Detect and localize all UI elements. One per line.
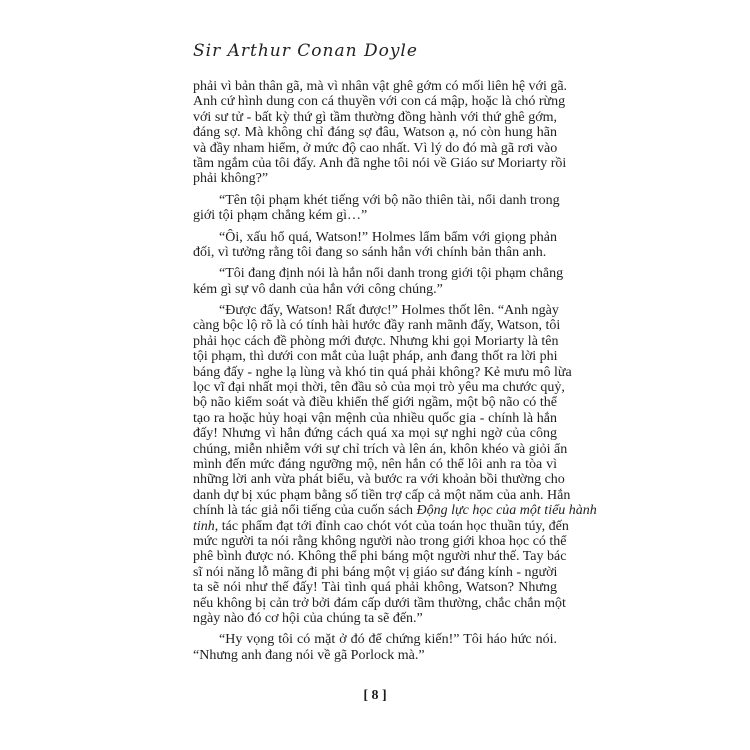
text-line: bộ não kiểm soát và điều khiển thế giới ngầm, một bộ não có thể bbox=[193, 395, 557, 411]
text-line bbox=[193, 503, 597, 519]
text-line: ta sẽ nói như thế đấy! Tài tình quá phải không, Watson? Nhưng bbox=[193, 580, 557, 596]
text-line: danh dự bị xúc phạm bằng số tiền trợ cấp cả một năm của anh. Hắn bbox=[193, 487, 571, 503]
book-title: Động lực học của một tiểu hành bbox=[416, 503, 597, 519]
text-line: mức người ta nói rằng không người nào trong giới khoa học có thể bbox=[193, 533, 567, 549]
paragraph bbox=[193, 230, 557, 261]
text-line: tầm ngắm của tôi đấy. Anh đã nghe tôi nói về Giáo sư Moriarty rồi bbox=[193, 155, 567, 171]
text-line: “Ôi, xấu hổ quá, Watson!” Holmes lẩm bẩm với giọng phản bbox=[219, 229, 557, 245]
paragraph bbox=[193, 303, 597, 626]
text-span: , tác phẩm đạt tới đỉnh cao chót vót của toán học thuần túy, đến bbox=[214, 518, 569, 534]
text-span: chính là tác giả nổi tiếng của cuốn sách bbox=[193, 503, 417, 519]
text-line: mình đến mức đáng ngưỡng mộ, nên hắn có thể lôi anh ra tòa vì bbox=[193, 456, 557, 472]
text-line: ngày nào đó cơ hội của chúng ta sẽ đến.” bbox=[193, 610, 423, 626]
text-line: “Nhưng anh đang nói về gã Porlock mà.” bbox=[193, 647, 425, 663]
paragraph bbox=[193, 192, 560, 224]
text-line: chúng, miễn nhiễm với sự chỉ trích và lên án, khôn khéo và giỏi ẩn bbox=[193, 441, 568, 457]
text-line: càng bộc lộ rõ là có tính hài hước đầy ranh mãnh đấy, Watson, tôi bbox=[193, 318, 561, 334]
text-line: tạo ra hoặc hủy hoại vận mệnh của nhiều quốc gia - chính là hắn bbox=[193, 410, 557, 426]
paragraph bbox=[193, 266, 564, 297]
text-line: “Hy vọng tôi có mặt ở đó để chứng kiến!” Tôi háo hức nói. bbox=[219, 632, 557, 648]
text-line bbox=[193, 518, 569, 534]
paragraph bbox=[193, 632, 557, 663]
page-body bbox=[193, 79, 597, 669]
text-line: tội phạm, thì dưới con mắt của luật pháp, anh đang thốt ra lời phi bbox=[193, 349, 558, 365]
text-line: nếu không bị cản trở bởi đám cấp dưới tầm thường, chắc chắn một bbox=[193, 595, 566, 611]
text-line: sĩ nói năng lỗ mãng đi phi báng một vị giáo sư đáng kính - người bbox=[193, 564, 558, 580]
text-line: phải vì bản thân gã, mà vì nhân vật ghê gớm có mối liên hệ với gã. bbox=[193, 79, 568, 94]
text-line: Anh cứ hình dung con cá thuyền với con cá mập, hoặc là chó rừng bbox=[193, 94, 566, 110]
text-line: “Tôi đang định nói là hắn nổi danh trong giới tội phạm chẳng bbox=[219, 266, 564, 282]
text-line: với sư tử - bất kỳ thứ gì tầm thường đồng hành với thứ ghê gớm, bbox=[193, 109, 557, 125]
text-line: “Tên tội phạm khét tiếng với bộ não thiên tài, nổi danh trong bbox=[219, 192, 560, 208]
text-line: phải không?” bbox=[193, 171, 269, 187]
text-line: “Được đấy, Watson! Rất được!” Holmes thốt lên. “Anh ngày bbox=[219, 303, 559, 319]
text-line: và đầy nham hiểm, ở mức độ cao nhất. Vì lý do đó mà gã rơi vào bbox=[193, 140, 558, 156]
paragraph bbox=[193, 79, 568, 187]
running-header: Sir Arthur Conan Doyle bbox=[193, 41, 418, 61]
text-line: những lời anh vừa phát biểu, và bước ra với khoản bồi thường cho bbox=[193, 472, 565, 488]
page-number: [ 8 ] bbox=[363, 688, 387, 703]
text-line: báng đấy - nghe lạ lùng và khó tin quá phải không? Kẻ mưu mô lừa bbox=[193, 364, 572, 380]
text-line: đấy! Nhưng vì hắn đứng cách quá xa mọi sự nghi ngờ của công bbox=[193, 426, 557, 442]
text-line: đối, vì tưởng rằng tôi đang so sánh hắn với chính bản thân anh. bbox=[193, 244, 547, 260]
text-line: phải học cách đề phòng mới được. Nhưng khi gọi Moriarty là tên bbox=[193, 333, 559, 349]
text-line: giới tội phạm chẳng kém gì…” bbox=[193, 208, 368, 224]
text-line: đáng sợ. Mà không chỉ đáng sợ đâu, Watson ạ, nó còn hung hãn bbox=[193, 125, 557, 141]
text-line: kém gì sự vô danh của hắn với công chúng.” bbox=[193, 281, 443, 297]
text-line: lọc vĩ đại nhất mọi thời, tên đầu sỏ của mọi trò yêu ma chước quỷ, bbox=[193, 380, 565, 396]
text-line: phê bình được nó. Không thể phi báng một người như thế. Tay bác bbox=[193, 549, 567, 565]
book-title: tinh bbox=[193, 518, 215, 534]
